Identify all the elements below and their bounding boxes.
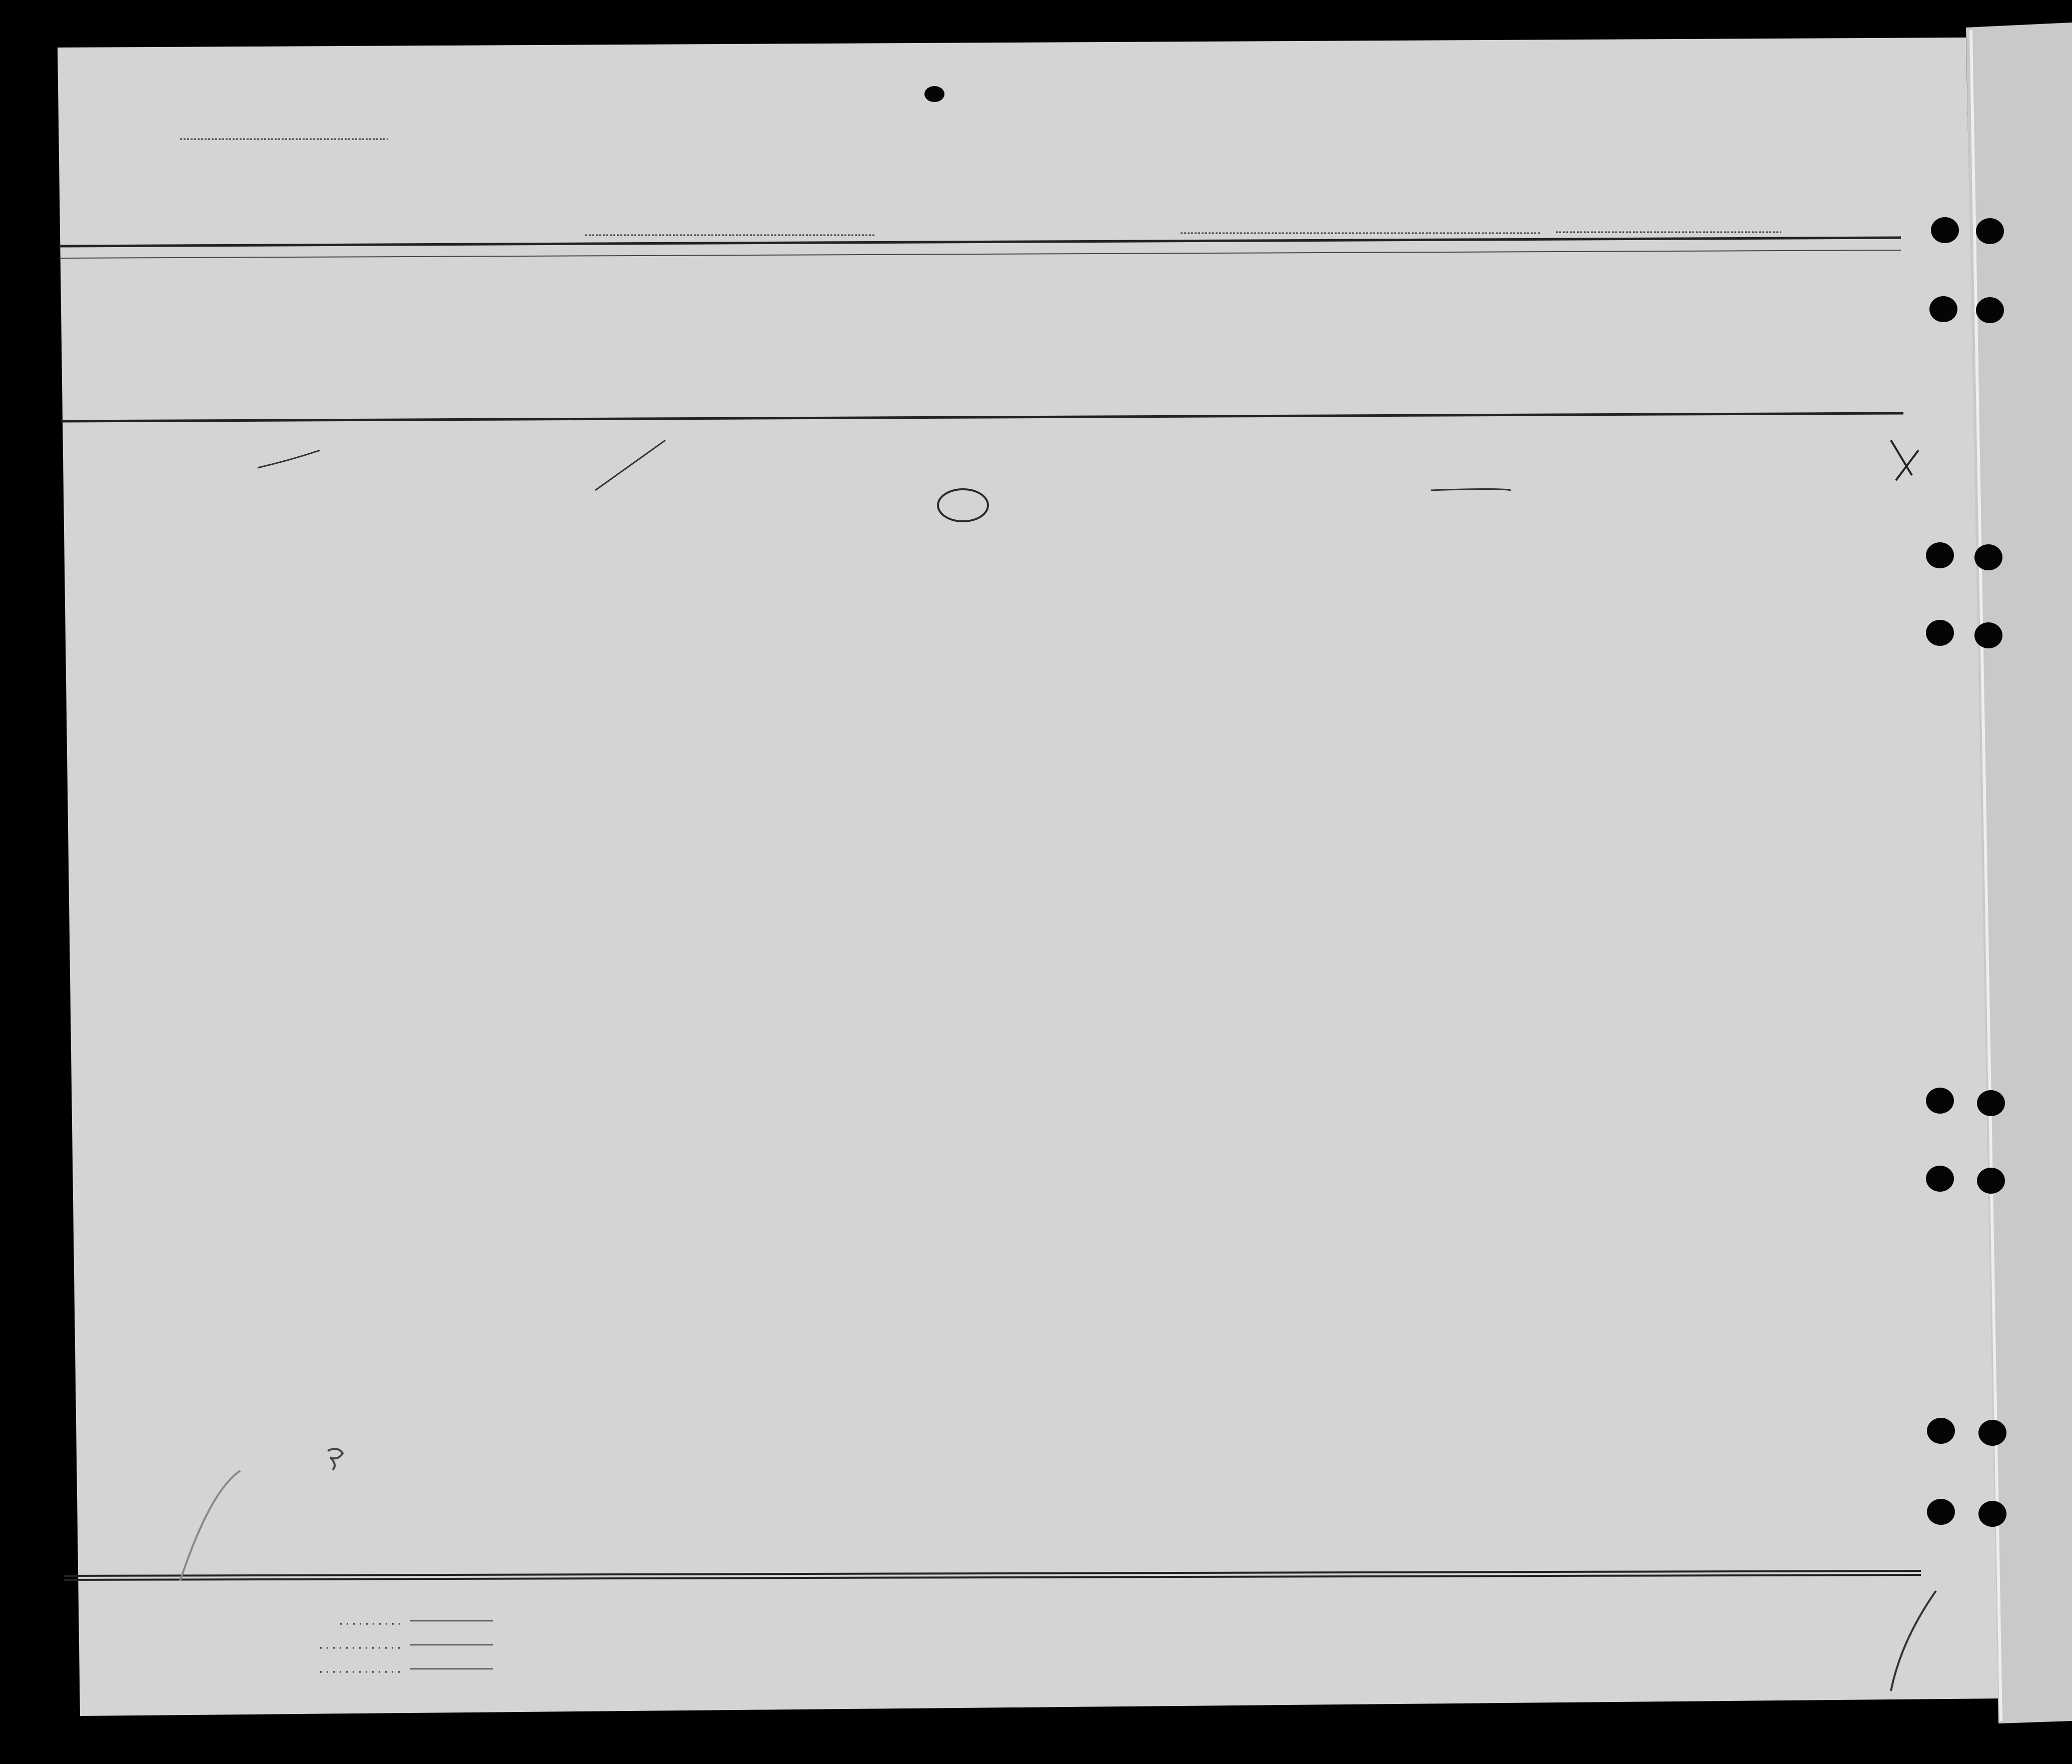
- manifest-sheet: [58, 38, 2001, 1716]
